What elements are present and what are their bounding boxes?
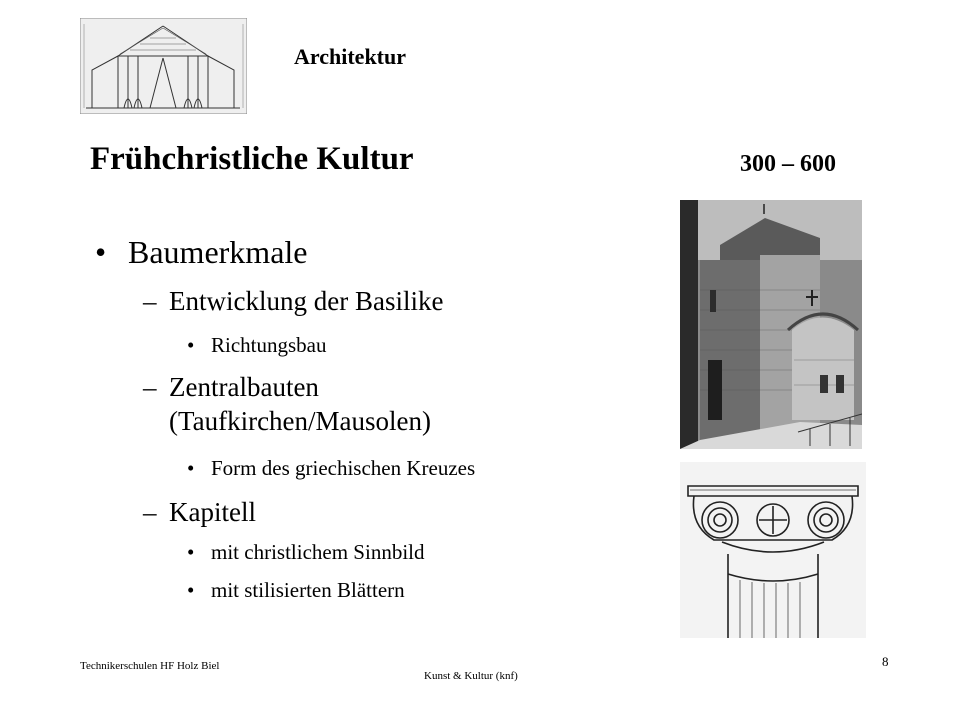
page-number: 8 (882, 654, 889, 669)
bullet-sub2-line2: (Taufkirchen/Mausolen) (169, 406, 432, 436)
footer-institution: Technikerschulen HF Holz Biel (80, 660, 220, 672)
list-item: – (143, 372, 157, 402)
baptistery-photo (680, 200, 862, 449)
bullet-sub1-item1: Richtungsbau (211, 333, 327, 357)
bullet-sub2-item1: Form des griechischen Kreuzes (211, 456, 476, 480)
list-item: • (187, 540, 195, 564)
bullet-sub2-line1: Zentralbauten (169, 372, 319, 402)
bullet-main: Baumerkmale (128, 234, 308, 270)
date-range: 300 – 600 (740, 151, 836, 177)
header-title: Architektur (293, 44, 407, 69)
footer-course: Kunst & Kultur (knf) (424, 670, 518, 682)
basilica-cross-section-icon (80, 18, 247, 114)
bullet-sub1: Entwicklung der Basilike (169, 286, 444, 316)
list-item: • (187, 578, 195, 602)
capital-drawing (680, 462, 866, 638)
list-item: – (143, 286, 157, 316)
list-item: • (187, 456, 195, 480)
baptistery-photo-icon (680, 200, 862, 449)
bullet-sub3: Kapitell (169, 497, 256, 527)
page-title: Frühchristliche Kultur (90, 141, 414, 177)
logo (80, 18, 247, 114)
list-item: • (95, 234, 107, 270)
bullet-sub3-item1: mit christlichem Sinnbild (211, 540, 425, 564)
list-item: – (143, 497, 157, 527)
capital-drawing-icon (680, 462, 866, 638)
bullet-sub3-item2: mit stilisierten Blättern (211, 578, 405, 602)
list-item: • (187, 333, 195, 357)
